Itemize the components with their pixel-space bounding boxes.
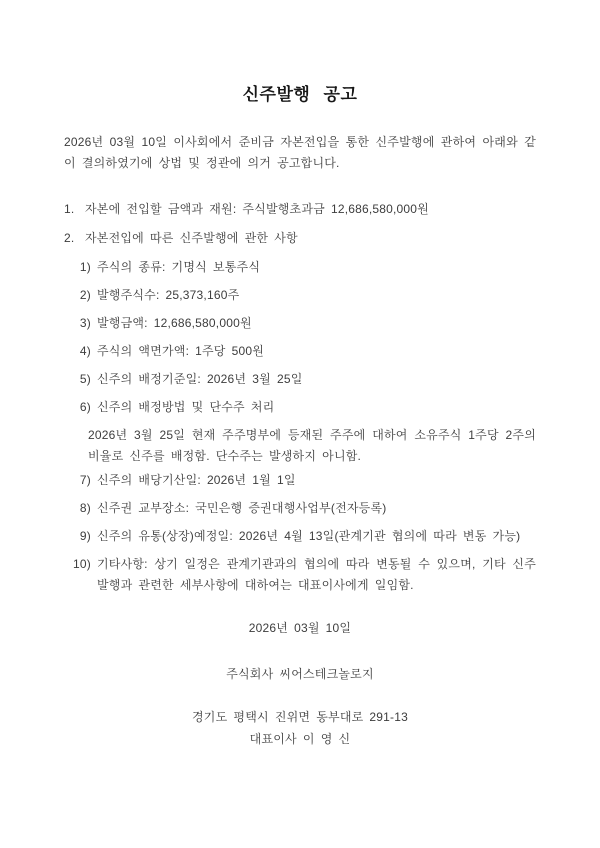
sub-item-4-number: 4) [79, 344, 91, 358]
main-item-1-number: 1. [64, 202, 75, 216]
sub-item-7-text: 신주의 배당기산일: 2026년 1월 1일 [97, 473, 296, 487]
page-title: 신주발행 공고 [242, 85, 358, 104]
sub-item-8 [64, 498, 536, 519]
sub-item-3-text: 발행금액: 12,686,580,000원 [97, 316, 252, 330]
sub-item-5 [64, 369, 536, 390]
main-item-2-text: 자본전입에 따른 신주발행에 관한 사항 [85, 231, 298, 245]
sub-item-1-text: 주식의 종류: 기명식 보통주식 [97, 260, 261, 274]
main-item-2-number: 2. [64, 231, 75, 245]
sub-item-4-text: 주식의 액면가액: 1주당 500원 [97, 344, 265, 358]
company-signature-block [64, 706, 536, 750]
sub-item-9-text: 신주의 유통(상장)예정일: 2026년 4월 13일(관계기관 협의에 따라 변동 가능) [97, 529, 521, 543]
sub-item-6 [64, 397, 536, 418]
sub-item-8-text: 신주권 교부장소: 국민은행 증권대행사업부(전자등록) [97, 501, 387, 515]
sub-item-2 [64, 285, 536, 306]
sub-item-3 [64, 313, 536, 334]
sub-item-4 [64, 341, 536, 362]
sub-item-6-number: 6) [79, 400, 91, 414]
main-item-1 [64, 199, 536, 220]
sub-item-3-number: 3) [79, 316, 91, 330]
sub-item-7 [64, 470, 536, 491]
main-item-1-text: 자본에 전입할 금액과 재원: 주식발행초과금 12,686,580,000원 [85, 202, 429, 216]
sub-item-8-number: 8) [79, 501, 91, 515]
ceo-name: 대표이사 이 영 신 [249, 732, 351, 746]
intro-paragraph: 2026년 03월 10일 이사회에서 준비금 자본전입을 통한 신주발행에 관하여 아래와 같이 결의하였기에 상법 및 정관에 의거 공고합니다. [64, 135, 536, 170]
sub-item-2-text: 발행주식수: 25,373,160주 [97, 288, 240, 302]
items-section [64, 199, 536, 596]
sub-item-10-text: 기타사항: 상기 일정은 관계기관과의 협의에 따라 변동될 수 있으며, 기타 신주 발행과 관련한 세부사항에 대하여는 대표이사에게 일임함. [97, 557, 536, 592]
sub-item-6-text: 신주의 배정방법 및 단수주 처리 [97, 400, 275, 414]
sub-item-1 [64, 257, 536, 278]
main-item-2 [64, 228, 536, 249]
sub-item-10 [64, 554, 536, 596]
sub-item-7-number: 7) [79, 473, 91, 487]
sub-item-9 [64, 526, 536, 547]
company-name: 주식회사 씨어스테크놀로지 [226, 667, 374, 681]
sub-item-10-number: 10) [73, 557, 91, 571]
sub-item-5-text: 신주의 배정기준일: 2026년 3월 25일 [97, 372, 303, 386]
sub-item-1-number: 1) [79, 260, 91, 274]
allocation-note-paragraph: 2026년 3월 25일 현재 주주명부에 등재된 주주에 대하여 소유주식 1주당 2주의 비율로 신주를 배정함. 단수주는 발생하지 아니함. [88, 428, 536, 463]
sub-item-9-number: 9) [79, 529, 91, 543]
sub-item-5-number: 5) [79, 372, 91, 386]
sub-item-2-number: 2) [79, 288, 91, 302]
company-address: 경기도 평택시 진위면 동부대로 291-13 [192, 710, 408, 724]
announcement-date: 2026년 03월 10일 [248, 621, 352, 635]
